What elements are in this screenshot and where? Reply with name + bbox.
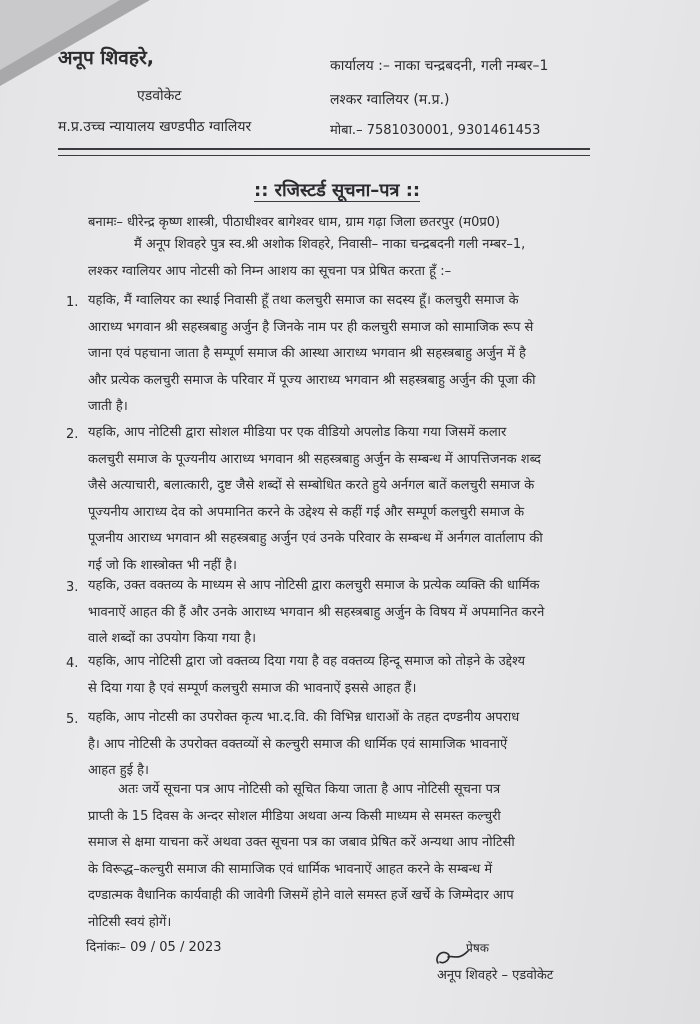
closing-line: नोटिसी स्वयं होगें। xyxy=(88,914,172,930)
point-line: जाती है। xyxy=(88,399,128,414)
point-paragraph xyxy=(88,288,535,421)
office-city: लश्कर ग्वालियर (म.प्र.) xyxy=(330,92,450,108)
point-line: यहकि, मैं ग्वालियर का स्थाई निवासी हूँ तथा कलचुरी समाज का सदस्य हूँ। कलचुरी समाज के xyxy=(88,293,519,308)
point-line: वाले शब्दों का उपयोग किया गया है। xyxy=(88,631,257,646)
point-line: जाना एवं पहचाना जाता है सम्पूर्ण समाज की आस्था आराध्य भगवान श्री सहस्त्रबाहु अर्जुन में है xyxy=(88,346,526,361)
point-paragraph xyxy=(88,649,525,702)
closing-line: के विरूद्ध–कल्चुरी समाज की सामाजिक एवं धार्मिक भावनाऐं आहत करने के सम्बन्ध में xyxy=(88,861,493,877)
intro-paragraph xyxy=(88,232,525,285)
point-line: से दिया गया है एवं सम्पूर्ण कलचुरी समाज की भावनाऐं इससे आहत हैं। xyxy=(88,680,417,696)
point-line: यहकि, आप नोटिसी द्वारा जो वक्तव्य दिया गया है वह वक्तव्य हिन्दू समाज को तोड़ने के उद्देश्य xyxy=(88,654,526,669)
closing-line: समाज से क्षमा याचना करें अथवा उक्त सूचना पत्र का जबाव प्रेषित करें अन्यथा आप नोटिसी xyxy=(88,835,515,850)
point-line: पूज्यनीय आराध्य देव को अपमानित करने के उद्देश्य से कहीं गई और सम्पूर्ण कलचुरी समाज के xyxy=(88,504,525,520)
point-line: यहकि, उक्त वक्तव्य के माध्यम से आप नोटिसी द्वारा कलचुरी समाज के प्रत्येक व्यक्ति की धार्मिक xyxy=(88,578,540,593)
court-name: म.प्र.उच्च न्यायालय खण्डपीठ ग्वालियर xyxy=(58,119,252,135)
point-line: आराध्य भगवान श्री सहस्त्रबाहु अर्जुन है जिनके नाम पर ही कलचुरी समाज को सामाजिक रूप से xyxy=(88,319,534,335)
point-number: 2. xyxy=(66,427,79,442)
header-rule-thick xyxy=(58,148,590,150)
point-number: 3. xyxy=(66,580,79,595)
advocate-designation: एडवोकेट xyxy=(137,88,182,104)
point-line: यहकि, आप नोटिसी द्वारा सोशल मीडिया पर एक वीडियो अपलोड किया गया जिसमें कलार xyxy=(88,425,507,440)
point-number: 5. xyxy=(66,712,79,727)
sender-name: अनूप शिवहरे – एडवोकेट xyxy=(437,968,554,983)
header-rule-thin xyxy=(58,155,590,156)
addressee-line: बनामः– धीरेन्द्र कृष्ण शास्त्री, पीठाधीश्वर बागेश्वर धाम, ग्राम गढ़ा जिला छतरपुर (म0प्र0) xyxy=(88,215,501,230)
point-paragraph xyxy=(88,420,543,579)
notice-date: दिनांकः– 09 / 05 / 2023 xyxy=(86,940,222,955)
advocate-name: अनूप शिवहरे, xyxy=(58,47,154,69)
point-line: है। आप नोटिसी के उपरोक्त वक्तव्यों से कल्चुरी समाज की धार्मिक एवं सामाजिक भावनाऐं xyxy=(88,736,508,752)
mobile-numbers: मोबा.– 7581030001, 9301461453 xyxy=(330,123,541,138)
point-line: भावनाऐं आहत की हैं और उनके आराध्य भगवान श्री सहस्त्रबाहु अर्जुन के विषय में अपमानित करने xyxy=(88,604,545,620)
notice-title: :: रजिस्टर्ड सूचना–पत्र :: xyxy=(254,180,421,201)
intro-line: लश्कर ग्वालियर आप नोटसी को निम्न आशय का सूचना पत्र प्रेषित करता हूँ :– xyxy=(88,263,452,279)
office-address: कार्यालय :– नाका चन्द्रबदनी, गली नम्बर–1 xyxy=(330,58,549,74)
point-paragraph xyxy=(88,705,519,785)
point-paragraph xyxy=(88,573,544,653)
point-line: और प्रत्येक कलचुरी समाज के परिवार में पूज्य आराध्य भगवान श्री सहस्त्रबाहु अर्जुन की पूजा की xyxy=(88,372,536,388)
closing-line: प्राप्ती के 15 दिवस के अन्दर सोशल मीडिया अथवा अन्य किसी माध्यम से समस्त कल्चुरी xyxy=(88,808,501,824)
point-line: गई जो कि शास्त्रोक्त भी नहीं है। xyxy=(88,557,237,573)
title-underline xyxy=(254,201,420,202)
point-line: जैसे अत्याचारी, बलात्कारी, दुष्ट जैसे शब्दों से सम्बोधित करते हुये अर्नगल बातें कलचुरी समाज के xyxy=(88,478,535,493)
intro-line: मैं अनूप शिवहरे पुत्र स्व.श्री अशोक शिवहरे, निवासी– नाका चन्द्रबदनी गली नम्बर–1, xyxy=(134,237,526,252)
point-number: 1. xyxy=(66,295,79,310)
closing-line: दण्डात्मक वैधानिक कार्यवाही की जावेगी जिसमें होने वाले समस्त हर्जे खर्चे के जिम्मेदार आप xyxy=(88,888,514,903)
point-line: पूजनीय आराध्य भगवान श्री सहस्त्रबाहु अर्जुन एवं उनके परिवार के सम्बन्ध में अर्नगल वार्तालाप की xyxy=(88,531,543,546)
point-number: 4. xyxy=(66,656,79,671)
point-line: आहत हुई है। xyxy=(88,763,149,778)
point-line: यहकि, आप नोटसी का उपरोक्त कृत्य भा.द.वि. की विभिन्न धाराओं के तहत दण्डनीय अपराध xyxy=(88,710,520,725)
point-line: कलचुरी समाज के पूज्यनीय आराध्य भगवान श्री सहस्त्रबाहु अर्जुन के सम्बन्ध में आपत्तिजनक शब्द xyxy=(88,451,541,467)
closing-line: अतः जर्ये सूचना पत्र आप नोटिसी को सूचित किया जाता है आप नोटिसी सूचना पत्र xyxy=(118,782,501,797)
closing-paragraph xyxy=(88,777,515,936)
sender-label: प्रेषक xyxy=(466,941,489,955)
